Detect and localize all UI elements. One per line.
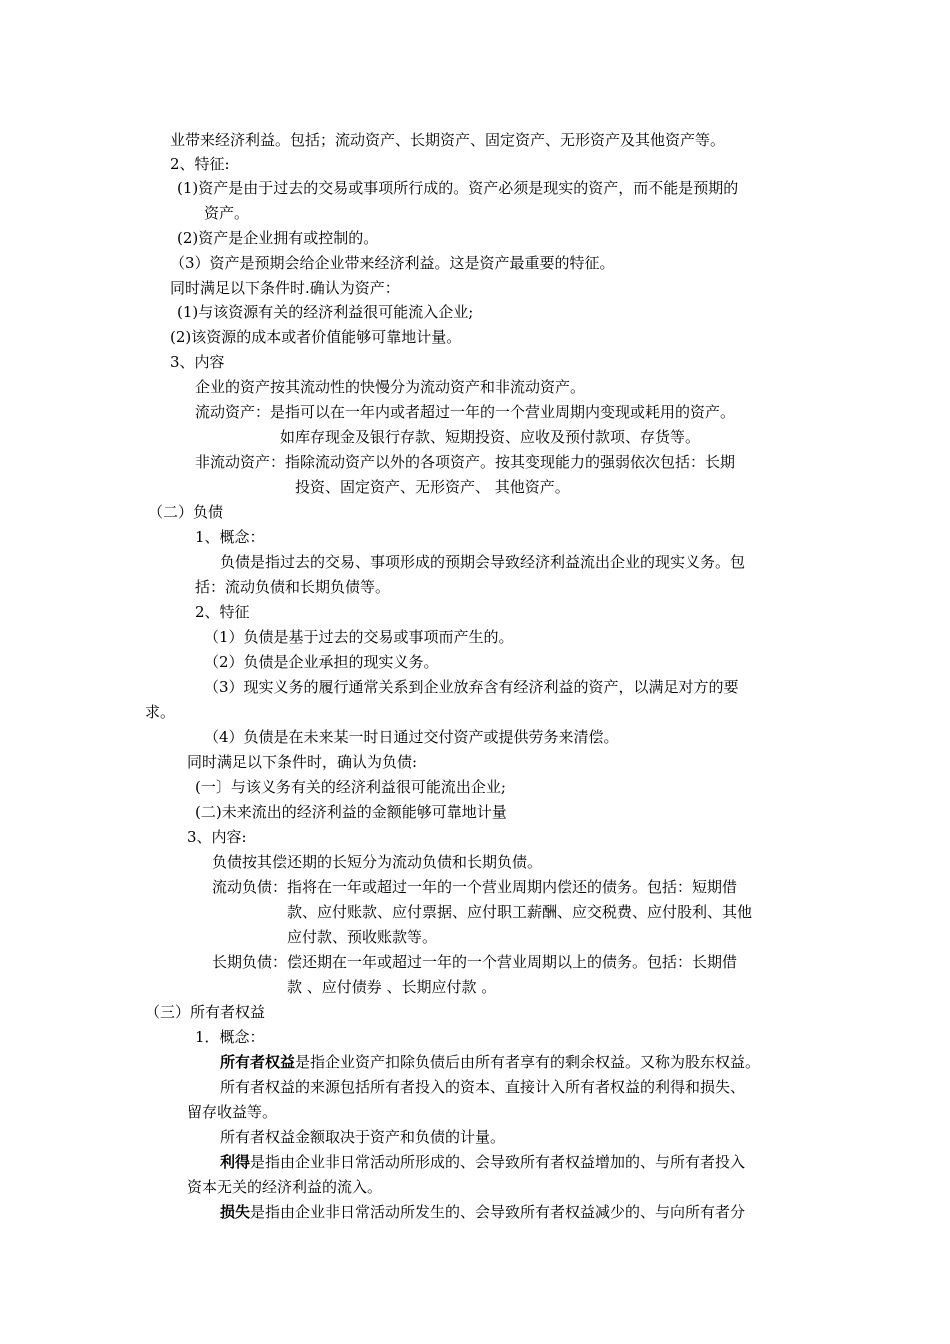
owner-equity-definition: [220, 1052, 760, 1072]
text-line: 括：流动负债和长期负债等。: [195, 578, 391, 596]
text-line: 流动资产：是指可以在一年内或者超过一年的一个营业周期内变现或耗用的资产。: [195, 403, 736, 421]
text-line: 应付款、预收账款等。: [287, 928, 438, 946]
text-line: 款 、应付债券 、长期应付款 。: [287, 978, 497, 996]
text-line: （3）现实义务的履行通常关系到企业放弃含有经济利益的资产，以满足对方的要: [204, 678, 739, 696]
text-line: 如库存现金及银行存款、短期投资、应收及预付款项、存货等。: [280, 428, 701, 446]
text-line: （4）负债是在未来某一时日通过交付资产或提供劳务来清偿。: [204, 728, 619, 746]
text-line: 非流动资产：指除流动资产以外的各项资产。按其变现能力的强弱依次包括：长期: [195, 453, 736, 471]
term-gains: 利得: [220, 1153, 251, 1171]
definition-text: 是指由企业非日常活动所发生的、会导致所有者权益减少的、与向所有者分: [250, 1203, 746, 1221]
text-line: 长期负债：偿还期在一年或超过一年的一个营业周期以上的债务。包括：长期借: [212, 953, 738, 971]
term-owner-equity: 所有者权益: [220, 1053, 296, 1071]
text-line: （2）负债是企业承担的现实义务。: [204, 653, 439, 671]
losses-definition: [220, 1202, 745, 1222]
text-line: 流动负债：指将在一年或超过一年的一个营业周期内偿还的债务。包括：短期借: [212, 878, 738, 896]
section-heading: （二）负债: [148, 503, 224, 521]
section-heading: 3、内容: [170, 353, 225, 371]
gains-definition: [220, 1152, 745, 1172]
definition-text: 是指企业资产扣除负债后由所有者享有的剩余权益。又称为股东权益。: [295, 1053, 761, 1071]
text-line: （3）资产是预期会给企业带来经济利益。这是资产最重要的特征。: [170, 254, 615, 272]
text-line: 企业的资产按其流动性的快慢分为流动资产和非流动资产。: [195, 378, 586, 396]
text-line: 同时满足以下条件时，确认为负债:: [187, 753, 418, 771]
definition-text: 是指由企业非日常活动所形成的、会导致所有者权益增加的、与所有者投入: [250, 1153, 746, 1171]
text-line: (二)未来流出的经济利益的金额能够可靠地计量: [195, 803, 507, 821]
text-line: 业带来经济利益。包括；流动资产、长期资产、固定资产、无形资产及其他资产等。: [170, 131, 726, 149]
text-line: （1）负债是基于过去的交易或事项而产生的。: [204, 628, 514, 646]
text-line: (2)该资源的成本或者价值能够可靠地计量。: [170, 328, 462, 346]
text-line: 负债按其偿还期的长短分为流动负债和长期负债。: [212, 853, 543, 871]
text-line: 同时满足以下条件时.确认为资产：: [170, 279, 400, 297]
text-line: 款、应付账款、应付票据、应付职工薪酬、应交税费、应付股利、其他: [287, 903, 753, 921]
term-losses: 损失: [220, 1203, 251, 1221]
section-heading: 1、概念：: [195, 528, 265, 546]
text-line: (一〕与该义务有关的经济利益很可能流出企业;: [195, 778, 506, 796]
section-heading: （三）所有者权益: [145, 1003, 266, 1021]
text-line: 所有者权益金额取决于资产和负债的计量。: [220, 1128, 506, 1146]
text-line: (1)资产是由于过去的交易或事项所行成的。资产必须是现实的资产，而不能是预期的: [177, 179, 739, 197]
text-line: 求。: [145, 703, 176, 721]
text-line: 所有者权益的来源包括所有者投入的资本、直接计入所有者权益的利得和损失、: [220, 1078, 746, 1096]
text-line: 资产。: [204, 204, 250, 222]
section-heading: 3、内容:: [187, 828, 247, 846]
text-line: (2)资产是企业拥有或控制的。: [177, 229, 379, 247]
section-heading: 2、特征: [195, 603, 250, 621]
text-line: 资本无关的经济利益的流入。: [187, 1178, 383, 1196]
text-line: 留存收益等。: [187, 1103, 278, 1121]
section-heading: 2、特征:: [170, 155, 230, 173]
text-line: 投资、固定资产、无形资产、 其他资产。: [295, 478, 570, 496]
section-heading: 1．概念：: [195, 1028, 265, 1046]
text-line: 负债是指过去的交易、事项形成的预期会导致经济利益流出企业的现实义务。包: [220, 553, 746, 571]
text-line: (1)与该资源有关的经济利益很可能流入企业;: [177, 303, 474, 321]
